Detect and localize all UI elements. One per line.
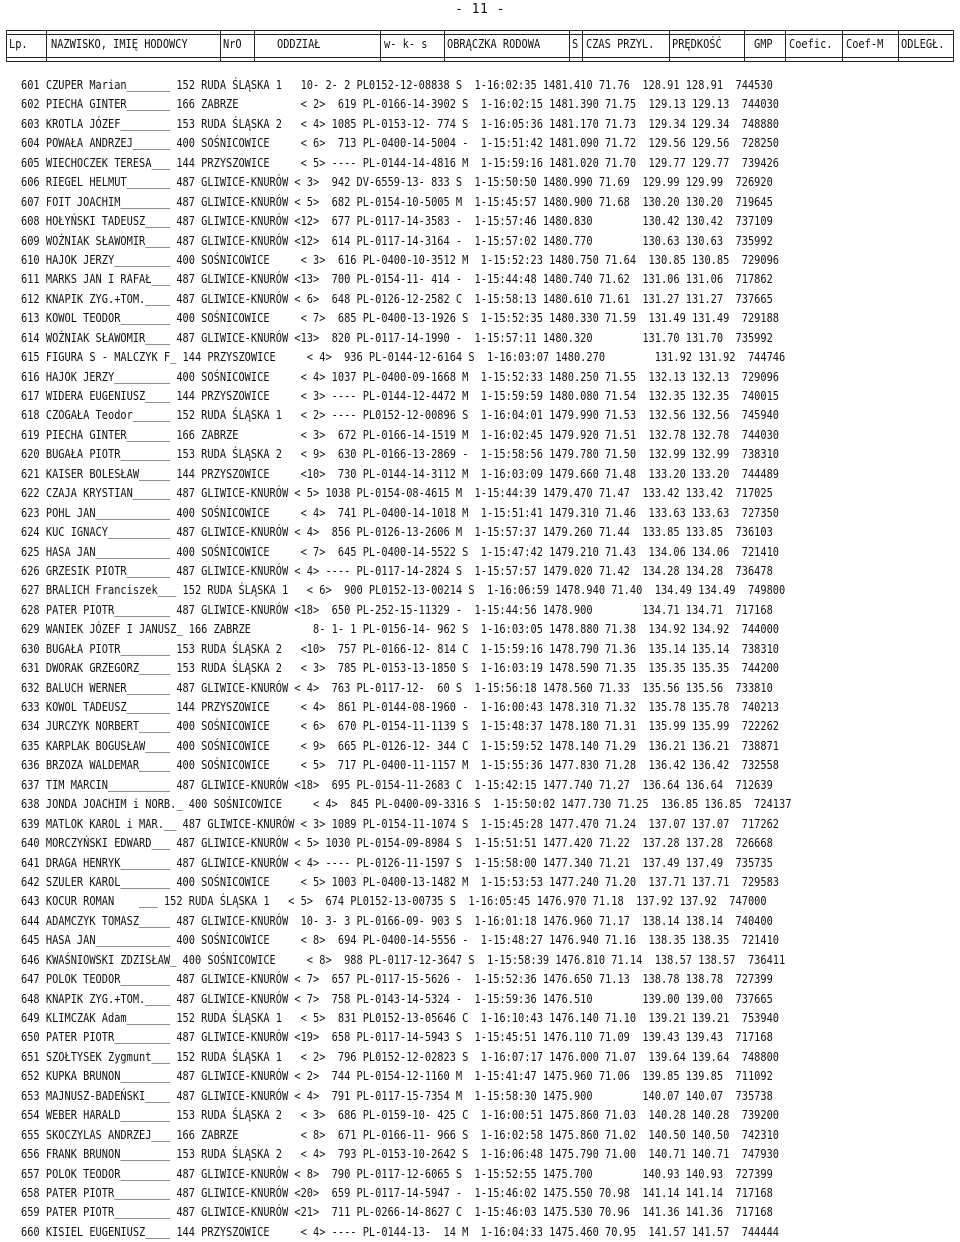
- table-row: 656 FRANK BRUNON________ 153 RUDA ŚLĄSKA 2 < 4> 793 PL-0153-10-2642 S 1-16:06:48 1475.790 71.00 140.71 140.71 747930: [21, 1147, 780, 1162]
- table-row: 639 MATLOK KAROL i MAR.__ 487 GLIWICE-KNURÓW < 3> 1089 PL-0154-11-1074 S 1-15:45:28 1477.470 71.24 137.07 137.07 717262: [21, 816, 780, 831]
- table-row: 649 KLIMCZAK Adam_______ 152 RUDA ŚLĄSKA 1 < 5> 831 PL0152-13-05646 C 1-16:10:43 1476.140 71.10 139.21 139.21 753940: [21, 1011, 780, 1025]
- table-row: 615 FIGURA S - MALCZYK F_ 144 PRZYSZOWICE < 4> 936 PL-0144-12-6164 S 1-16:03:07 1480.270 131.92 131.92 744746: [21, 350, 786, 365]
- table-row: 646 KWAŚNIOWSKI ZDZISŁAW_ 400 SOŚNICOWICE < 8> 988 PL-0117-12-3647 S 1-15:58:39 1476.810 71.14 138.57 138.57 736411: [21, 952, 786, 967]
- table-row: 645 HASA JAN____________ 400 SOŚNICOWICE < 8> 694 PL-0400-14-5556 - 1-15:48:27 1476.940 71.16 138.35 138.35 721410: [21, 933, 780, 948]
- table-row: 625 HASA JAN____________ 400 SOŚNICOWICE < 7> 645 PL-0400-14-5522 S 1-15:47:42 1479.210 71.43 134.06 134.06 721410: [21, 544, 780, 559]
- table-row: 638 JONDA JOACHIM i NORB._ 400 SOŚNICOWICE < 4> 845 PL-0400-09-3316 S 1-15:50:02 1477.730 71.25 136.85 136.85 724137: [21, 797, 792, 812]
- table-row: 628 PATER PIOTR_________ 487 GLIWICE-KNURÓW <18> 650 PL-252-15-11329 - 1-15:44:56 1478.900 134.71 134.71 717168: [21, 602, 773, 617]
- header-s: S: [572, 37, 579, 51]
- column-divider: [744, 30, 745, 62]
- table-row: 606 RIEGEL HELMUT_______ 487 GLIWICE-KNURÓW < 3> 942 DV-6559-13- 833 S 1-15:50:50 1480.990 71.69 129.99 129.99 726920: [21, 175, 773, 190]
- table-row: 652 KUPKA BRUNON________ 487 GLIWICE-KNURÓW < 2> 744 PL-0154-12-1160 M 1-15:41:47 1475.960 71.06 139.85 139.85 711092: [21, 1069, 773, 1084]
- results-table-body: [21, 76, 917, 1242]
- table-row: 610 HAJOK JERZY_________ 400 SOŚNICOWICE < 3> 616 PL-0400-10-3512 M 1-15:52:23 1480.750 71.64 130.85 130.85 729096: [21, 252, 780, 267]
- column-divider: [444, 30, 445, 62]
- column-divider: [380, 30, 381, 62]
- table-row: 637 TIM MARCIN__________ 487 GLIWICE-KNURÓW <18> 695 PL-0154-11-2683 C 1-15:42:15 1477.740 71.27 136.64 136.64 712639: [21, 777, 773, 792]
- table-row: 655 SKOCZYLAS ANDRZEJ___ 166 ZABRZE < 8> 671 PL-0166-11- 966 S 1-16:02:58 1475.860 71.02 140.50 140.50 742310: [21, 1127, 780, 1142]
- header-arrival-time: CZAS PRZYL.: [586, 37, 655, 51]
- table-row: 605 WIECHOCZEK TERESA___ 144 PRZYSZOWICE < 5> ---- PL-0144-14-4816 M 1-15:59:16 1481.020 71.70 129.77 129.77 739426: [21, 155, 780, 170]
- header-top-rule-inner: [6, 34, 954, 35]
- table-row: 632 BALUCH WERNER_______ 487 GLIWICE-KNURÓW < 4> 763 PL-0117-12- 60 S 1-15:56:18 1478.560 71.33 135.56 135.56 733810: [21, 680, 773, 695]
- table-row: 604 POWAŁA ANDRZEJ______ 400 SOŚNICOWICE < 6> 713 PL-0400-14-5004 - 1-15:51:42 1481.090 71.72 129.56 129.56 728250: [21, 136, 780, 151]
- table-row: 614 WOŹNIAK SŁAWOMIR____ 487 GLIWICE-KNURÓW <13> 820 PL-0117-14-1990 - 1-15:57:11 1480.320 131.70 131.70 735992: [21, 330, 773, 345]
- table-row: 603 KROTLA JÓZEF________ 153 RUDA ŚLĄSKA 2 < 4> 1085 PL-0153-12- 774 S 1-16:05:36 1481.170 71.73 129.34 129.34 748880: [21, 116, 780, 131]
- header-bottom-rule: [6, 57, 954, 58]
- column-divider: [6, 30, 7, 62]
- table-row: 611 MARKS JAN I RAFAŁ___ 487 GLIWICE-KNURÓW <13> 700 PL-0154-11- 414 - 1-15:44:48 1480.740 71.62 131.06 131.06 717862: [21, 272, 773, 287]
- table-row: 641 DRAGA HENRYK________ 487 GLIWICE-KNURÓW < 4> ---- PL-0126-11-1597 S 1-15:58:00 1477.340 71.21 137.49 137.49 735735: [21, 855, 773, 870]
- table-row: 658 PATER PIOTR_________ 487 GLIWICE-KNURÓW <20> 659 PL-0117-14-5947 - 1-15:46:02 1475.550 70.98 141.14 141.14 717168: [21, 1185, 773, 1200]
- table-row: 621 KAISER BOLESŁAW_____ 144 PRZYSZOWICE <10> 730 PL-0144-14-3112 M 1-16:03:09 1479.660 71.48 133.20 133.20 744489: [21, 466, 780, 481]
- table-row: 654 WEBER HARALD________ 153 RUDA ŚLĄSKA 2 < 3> 686 PL-0159-10- 425 C 1-16:00:51 1475.860 71.03 140.28 140.28 739200: [21, 1108, 780, 1123]
- table-row: 620 BUGAŁA PIOTR________ 153 RUDA ŚLĄSKA 2 < 9> 630 PL-0166-13-2869 - 1-15:58:56 1479.780 71.50 132.99 132.99 738310: [21, 447, 780, 462]
- table-row: 640 MORCZYŃSKI EDWARD___ 487 GLIWICE-KNURÓW < 5> 1030 PL-0154-09-8984 S 1-15:51:51 1477.420 71.22 137.28 137.28 726668: [21, 836, 773, 851]
- table-row: 622 CZAJA KRYSTIAN______ 487 GLIWICE-KNURÓW < 5> 1038 PL-0154-08-4615 M 1-15:44:39 1479.470 71.47 133.42 133.42 717025: [21, 486, 773, 501]
- table-row: 619 PIECHA GINTER_______ 166 ZABRZE < 3> 672 PL-0166-14-1519 M 1-16:02:45 1479.920 71.51 132.78 132.78 744030: [21, 427, 780, 442]
- header-name: NAZWISKO, IMIĘ HODOWCY: [51, 37, 188, 51]
- column-divider: [898, 30, 899, 62]
- table-row: 623 POHL JAN____________ 400 SOŚNICOWICE < 4> 741 PL-0400-14-1018 M 1-15:51:41 1479.310 71.46 133.63 133.63 727350: [21, 505, 780, 520]
- header-distance: ODLEGŁ.: [901, 37, 945, 51]
- header-coef-m: Coef-M: [846, 37, 884, 51]
- table-row: 633 KOWOL TADEUSZ_______ 144 PRZYSZOWICE < 4> 861 PL-0144-08-1960 - 1-16:00:43 1478.310 71.32 135.78 135.78 740213: [21, 700, 780, 714]
- table-row: 601 CZUPER Marian_______ 152 RUDA ŚLĄSKA 1 10- 2- 2 PL0152-12-08838 S 1-16:02:35 1481.410 71.76 128.91 128.91 744530: [21, 78, 773, 92]
- header-branch: ODDZIAŁ: [277, 37, 321, 51]
- table-row: 651 SZOŁTYSEK Zygmunt___ 152 RUDA ŚLĄSKA 1 < 2> 796 PL0152-12-02823 S 1-16:07:17 1476.000 71.07 139.64 139.64 748800: [21, 1049, 780, 1064]
- table-row: 648 KNAPIK ZYG.+TOM.____ 487 GLIWICE-KNURÓW < 7> 758 PL-0143-14-5324 - 1-15:59:36 1476.510 139.00 139.00 737665: [21, 991, 773, 1006]
- table-row: 647 POLOK TEODOR________ 487 GLIWICE-KNURÓW < 7> 657 PL-0117-15-5626 - 1-15:52:36 1476.650 71.13 138.78 138.78 727399: [21, 972, 773, 987]
- table-row: 631 DWORAK GRZEGORZ_____ 153 RUDA ŚLĄSKA 2 < 3> 785 PL-0153-13-1850 S 1-16:03:19 1478.590 71.35 135.35 135.35 744200: [21, 661, 780, 676]
- table-row: 643 KOCUR ROMAN ___ 152 RUDA ŚLĄSKA 1 < 5> 674 PL0152-13-00735 S 1-16:05:45 1476.970 71.18 137.92 137.92 747000: [21, 894, 767, 909]
- table-row: 629 WANIEK JÓZEF I JANUSZ_ 166 ZABRZE 8- 1- 1 PL-0156-14- 962 S 1-16:03:05 1478.880 71.38 134.92 134.92 744000: [21, 622, 780, 637]
- column-divider: [569, 30, 570, 62]
- table-row: 634 JURCZYK NORBERT_____ 400 SOŚNICOWICE < 6> 670 PL-0154-11-1139 S 1-15:48:37 1478.180 71.31 135.99 135.99 722262: [21, 719, 780, 734]
- page-number: - 11 -: [455, 2, 505, 17]
- table-row: 644 ADAMCZYK TOMASZ_____ 487 GLIWICE-KNURÓW 10- 3- 3 PL-0166-09- 903 S 1-16:01:18 1476.960 71.17 138.14 138.14 740400: [21, 913, 773, 928]
- table-row: 659 PATER PIOTR_________ 487 GLIWICE-KNURÓW <21> 711 PL-0266-14-8627 C 1-15:46:03 1475.530 70.96 141.36 141.36 717168: [21, 1205, 773, 1220]
- table-row: 653 MAJNUSZ-BADEŃSKI____ 487 GLIWICE-KNURÓW < 4> 791 PL-0117-15-7354 M 1-15:58:30 1475.900 140.07 140.07 735738: [21, 1088, 773, 1103]
- column-divider: [669, 30, 670, 62]
- column-divider: [582, 30, 583, 62]
- table-row: 608 HOŁYŃSKI TADEUSZ____ 487 GLIWICE-KNURÓW <12> 677 PL-0117-14-3583 - 1-15:57:46 1480.830 130.42 130.42 737109: [21, 214, 773, 229]
- table-row: 616 HAJOK JERZY_________ 400 SOŚNICOWICE < 4> 1037 PL-0400-09-1668 M 1-15:52:33 1480.250 71.55 132.13 132.13 729096: [21, 369, 780, 384]
- table-row: 624 KUC IGNACY__________ 487 GLIWICE-KNURÓW < 4> 856 PL-0126-13-2606 M 1-15:57:37 1479.260 71.44 133.85 133.85 736103: [21, 525, 773, 540]
- header-nro: NrO: [223, 37, 242, 51]
- table-row: 617 WIDERA EUGENIUSZ____ 144 PRZYSZOWICE < 3> ---- PL-0144-12-4472 M 1-15:59:59 1480.080 71.54 132.35 132.35 740015: [21, 389, 780, 403]
- column-divider: [785, 30, 786, 62]
- column-divider: [220, 30, 221, 62]
- header-lp: Lp.: [9, 37, 28, 51]
- table-row: 627 BRALICH Franciszek___ 152 RUDA ŚLĄSKA 1 < 6> 900 PL0152-13-00214 S 1-16:06:59 1478.940 71.40 134.49 134.49 749800: [21, 583, 786, 598]
- column-divider: [953, 30, 954, 62]
- table-row: 630 BUGAŁA PIOTR________ 153 RUDA ŚLĄSKA 2 <10> 757 PL-0166-12- 814 C 1-15:59:16 1478.790 71.36 135.14 135.14 738310: [21, 641, 780, 656]
- table-row: 612 KNAPIK ZYG.+TOM.____ 487 GLIWICE-KNURÓW < 6> 648 PL-0126-12-2582 C 1-15:58:13 1480.610 71.61 131.27 131.27 737665: [21, 291, 773, 306]
- table-row: 618 CZOGAŁA Teodor______ 152 RUDA ŚLĄSKA 1 < 2> ---- PL0152-12-00896 S 1-16:04:01 1479.990 71.53 132.56 132.56 745940: [21, 408, 780, 423]
- table-header: [6, 22, 954, 68]
- table-row: 650 PATER PIOTR_________ 487 GLIWICE-KNURÓW <19> 658 PL-0117-14-5943 S 1-15:45:51 1476.110 71.09 139.43 139.43 717168: [21, 1030, 773, 1045]
- header-top-rule: [6, 30, 954, 31]
- table-row: 609 WOŹNIAK SŁAWOMIR____ 487 GLIWICE-KNURÓW <12> 614 PL-0117-14-3164 - 1-15:57:02 1480.770 130.63 130.63 735992: [21, 233, 773, 248]
- header-bottom-rule-inner: [6, 61, 954, 62]
- table-row: 602 PIECHA GINTER_______ 166 ZABRZE < 2> 619 PL-0166-14-3902 S 1-16:02:15 1481.390 71.75 129.13 129.13 744030: [21, 97, 780, 112]
- header-ring: OBRĄCZKA RODOWA: [447, 37, 541, 51]
- header-gmp: GMP: [754, 37, 773, 51]
- header-coefic: Coefic.: [789, 37, 833, 51]
- table-row: 607 FOIT JOACHIM________ 487 GLIWICE-KNURÓW < 5> 682 PL-0154-10-5005 M 1-15:45:57 1480.900 71.68 130.20 130.20 719645: [21, 194, 773, 209]
- table-row: 626 GRZESIK PIOTR_______ 487 GLIWICE-KNURÓW < 4> ---- PL-0117-14-2824 S 1-15:57:57 1479.020 71.42 134.28 134.28 736478: [21, 563, 773, 578]
- table-row: 657 POLOK TEODOR________ 487 GLIWICE-KNURÓW < 8> 790 PL-0117-12-6065 S 1-15:52:55 1475.700 140.93 140.93 727399: [21, 1166, 773, 1181]
- column-divider: [254, 30, 255, 62]
- header-speed: PRĘDKOŚĆ: [672, 37, 722, 51]
- header-wks: w- k- s: [384, 37, 428, 51]
- table-row: 635 KARPLAK BOGUSŁAW____ 400 SOŚNICOWICE < 9> 665 PL-0126-12- 344 C 1-15:59:52 1478.140 71.29 136.21 136.21 738871: [21, 738, 780, 753]
- table-row: 642 SZULER KAROL________ 400 SOŚNICOWICE < 5> 1003 PL-0400-13-1482 M 1-15:53:53 1477.240 71.20 137.71 137.71 729583: [21, 874, 780, 889]
- column-divider: [842, 30, 843, 62]
- table-row: 636 BRZOZA WALDEMAR_____ 400 SOŚNICOWICE < 5> 717 PL-0400-11-1157 M 1-15:55:36 1477.830 71.28 136.42 136.42 732558: [21, 758, 780, 773]
- table-row: 613 KOWOL TEODOR________ 400 SOŚNICOWICE < 7> 685 PL-0400-13-1926 S 1-15:52:35 1480.330 71.59 131.49 131.49 729188: [21, 311, 780, 326]
- column-divider: [46, 30, 47, 62]
- table-row: 660 KISIEL EUGENIUSZ____ 144 PRZYSZOWICE < 4> ---- PL-0144-13- 14 M 1-16:04:33 1475.460 70.95 141.57 141.57 744444: [21, 1224, 780, 1239]
